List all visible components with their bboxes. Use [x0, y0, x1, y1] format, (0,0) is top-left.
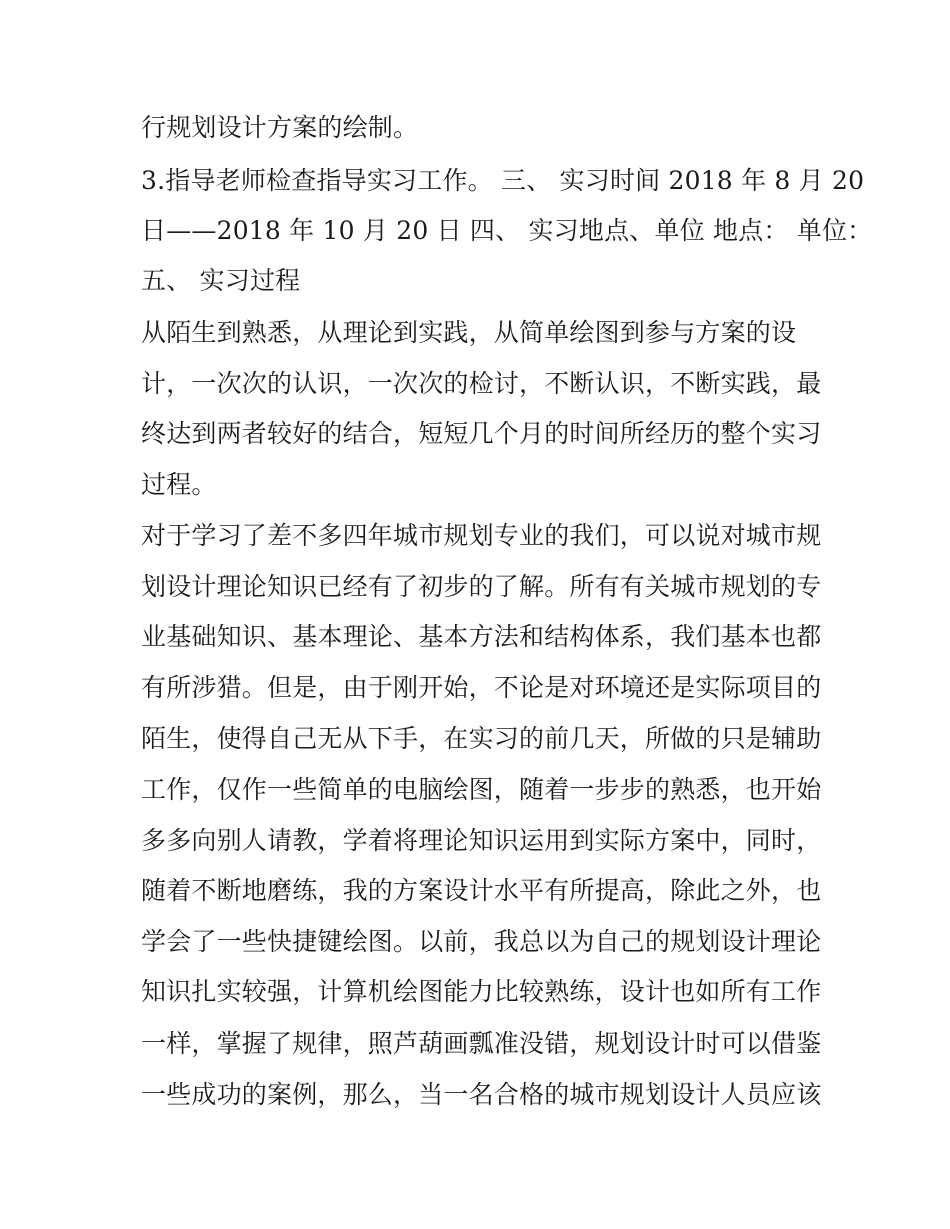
- text-line: 3.指导老师检查指导实习工作。 三、 实习时间 2018 年 8 月 20: [141, 166, 865, 195]
- text-line: 从陌生到熟悉，从理论到实践，从简单绘图到参与方案的设: [141, 318, 797, 347]
- text-line: 知识扎实较强，计算机绘图能力比较熟练，设计也如所有工作: [141, 977, 822, 1006]
- text-line: 有所涉猎。但是，由于刚开始，不论是对环境还是实际项目的: [141, 673, 822, 702]
- text-line: 一些成功的案例，那么，当一名合格的城市规划设计人员应该: [141, 1080, 822, 1109]
- text-line: 陌生，使得自己无从下手，在实习的前几天，所做的只是辅助: [141, 724, 822, 753]
- section-heading: 五、 实习过程: [141, 266, 301, 295]
- text-line: 终达到两者较好的结合，短短几个月的时间所经历的整个实习: [141, 419, 822, 448]
- text-line: 对于学习了差不多四年城市规划专业的我们，可以说对城市规: [141, 521, 822, 550]
- text-line: 业基础知识、基本理论、基本方法和结构体系，我们基本也都: [141, 622, 822, 651]
- text-line: 划设计理论知识已经有了初步的了解。所有有关城市规划的专: [141, 572, 822, 601]
- text-line: 工作，仅作一些简单的电脑绘图，随着一步步的熟悉，也开始: [141, 775, 822, 804]
- text-line: 过程。: [141, 470, 217, 499]
- text-line: 学会了一些快捷键绘图。以前，我总以为自己的规划设计理论: [141, 927, 822, 956]
- text-line: 日——2018 年 10 月 20 日 四、 实习地点、单位 地点： 单位：: [141, 216, 873, 245]
- text-line: 随着不断地磨练，我的方案设计水平有所提高，除此之外，也: [141, 876, 822, 905]
- text-line: 一样，掌握了规律，照芦葫画瓢准没错，规划设计时可以借鉴: [141, 1029, 822, 1058]
- text-line: 计，一次次的认识，一次次的检讨，不断认识，不断实践，最: [141, 369, 822, 398]
- text-line: 行规划设计方案的绘制。: [141, 113, 419, 142]
- text-line: 多多向别人请教，学着将理论知识运用到实际方案中，同时，: [141, 826, 822, 855]
